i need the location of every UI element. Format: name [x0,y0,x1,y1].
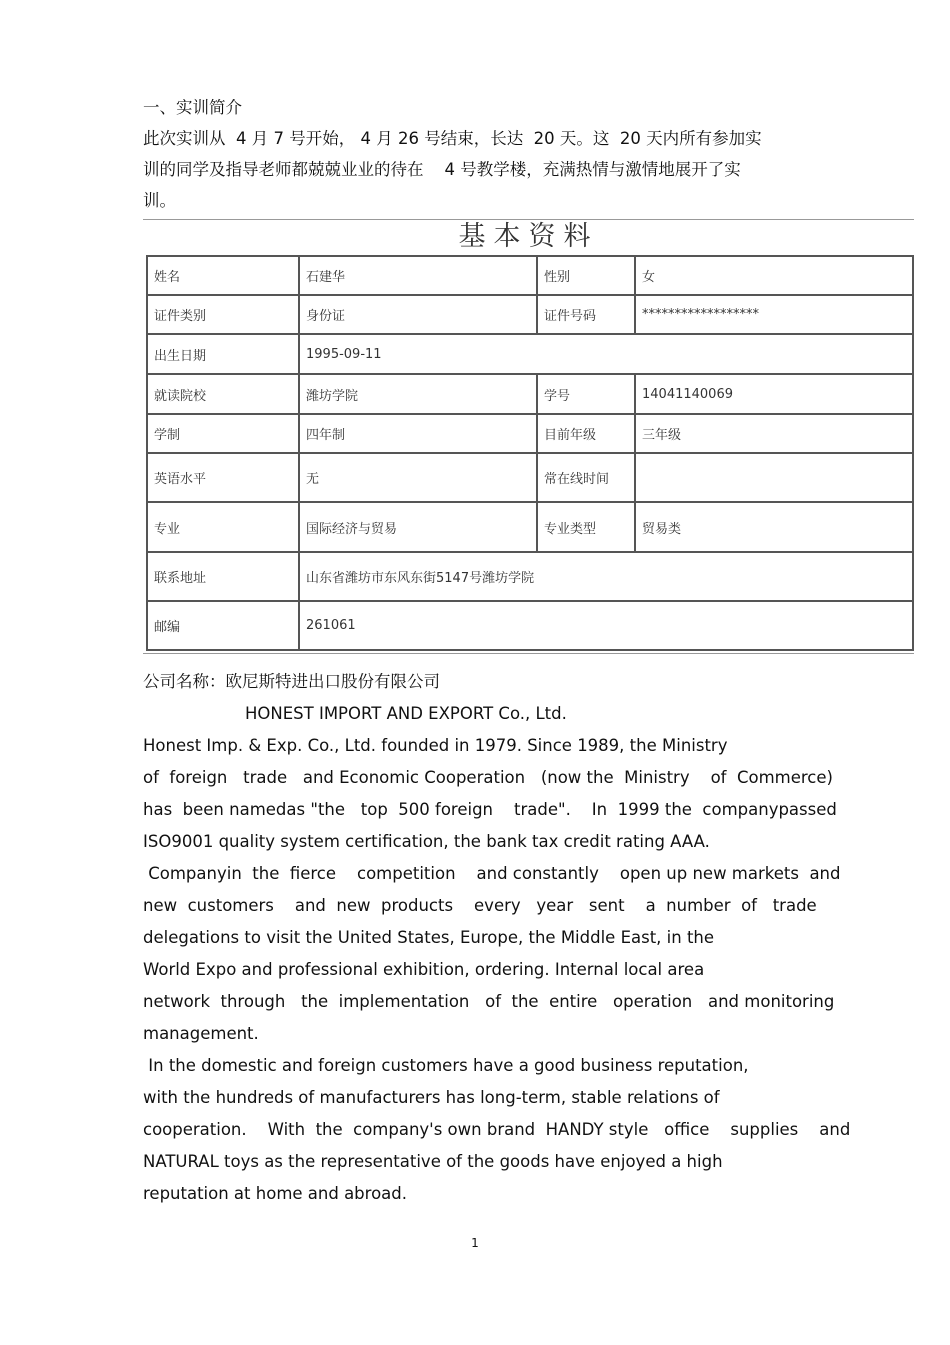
field-label: 专业类型 [537,502,635,552]
field-label: 邮编 [147,601,299,650]
company-text-line: cooperation. With the company's own brand HANDY style office supplies and [143,1120,851,1139]
company-text-line: has been namedas "the top 500 foreign trade". In 1999 the companypassed [143,800,837,819]
field-label: 证件号码 [537,295,635,334]
field-label: 性别 [537,256,635,295]
field-value: 贸易类 [635,502,913,552]
field-value: 1995-09-11 [299,334,913,374]
company-text-line: of foreign trade and Economic Cooperation (now the Ministry of Commerce) [143,768,833,787]
field-label: 英语水平 [147,453,299,502]
company-text-line: ISO9001 quality system certification, the bank tax credit rating AAA. [143,832,710,851]
company-text-line: reputation at home and abroad. [143,1184,407,1203]
field-label: 学制 [147,414,299,453]
field-label: 证件类别 [147,295,299,334]
intro-heading: 一、实训简介 [143,98,242,117]
company-text-line: World Expo and professional exhibition, ordering. Internal local area [143,960,705,979]
field-value: 女 [635,256,913,295]
company-text-line: management. [143,1024,259,1043]
intro-line: 训的同学及指导老师都兢兢业业的待在 4 号教学楼，充满热情与激情地展开了实 [143,160,741,179]
intro-line: 此次实训从 4 月 7 号开始， 4 月 26 号结束，长达 20 天。这 20 天内所有参加实 [143,129,762,148]
field-value: 山东省潍坊市东风东街5147号潍坊学院 [299,552,913,601]
field-value: 三年级 [635,414,913,453]
company-name-en: HONEST IMPORT AND EXPORT Co., Ltd. [245,704,567,723]
form-title: 基本资料 [458,221,599,252]
basic-info-form [143,219,914,657]
field-value: 无 [299,453,537,502]
field-label: 专业 [147,502,299,552]
field-value: 国际经济与贸易 [299,502,537,552]
table-row [147,295,913,334]
field-value: 261061 [299,601,913,650]
table-row [147,374,913,414]
company-text-line: NATURAL toys as the representative of the goods have enjoyed a high [143,1152,723,1171]
company-text-line: Companyin the fierce competition and constantly open up new markets and [143,864,841,883]
page-number: 1 [471,1236,479,1250]
company-text-line: Honest Imp. & Exp. Co., Ltd. founded in 1979. Since 1989, the Ministry [143,736,728,755]
intro-line: 训。 [143,191,176,210]
company-section [143,666,851,1210]
company-text-line: network through the implementation of the entire operation and monitoring [143,992,835,1011]
field-label: 就读院校 [147,374,299,414]
company-text-line: delegations to visit the United States, Europe, the Middle East, in the [143,928,715,947]
table-row [147,334,913,374]
company-name-cn: 公司名称：欧尼斯特进出口股份有限公司 [143,672,440,691]
company-text-line: In the domestic and foreign customers have a good business reputation, [143,1056,749,1075]
table-row [147,502,913,552]
field-value: 14041140069 [635,374,913,414]
table-row [147,414,913,453]
field-value: 潍坊学院 [299,374,537,414]
field-value: 身份证 [299,295,537,334]
basic-info-table [146,255,914,651]
company-text-line: with the hundreds of manufacturers has long-term, stable relations of [143,1088,720,1107]
field-value [635,453,913,502]
divider [143,653,914,654]
table-row [147,256,913,295]
field-label: 目前年级 [537,414,635,453]
table-row [147,552,913,601]
field-value: ****************** [635,295,913,334]
field-label: 姓名 [147,256,299,295]
table-row [147,601,913,650]
field-value: 四年制 [299,414,537,453]
company-text-line: new customers and new products every year sent a number of trade [143,896,817,915]
field-label: 联系地址 [147,552,299,601]
field-label: 出生日期 [147,334,299,374]
field-value: 石建华 [299,256,537,295]
table-row [147,453,913,502]
field-label: 常在线时间 [537,453,635,502]
intro-section [143,92,823,216]
field-label: 学号 [537,374,635,414]
